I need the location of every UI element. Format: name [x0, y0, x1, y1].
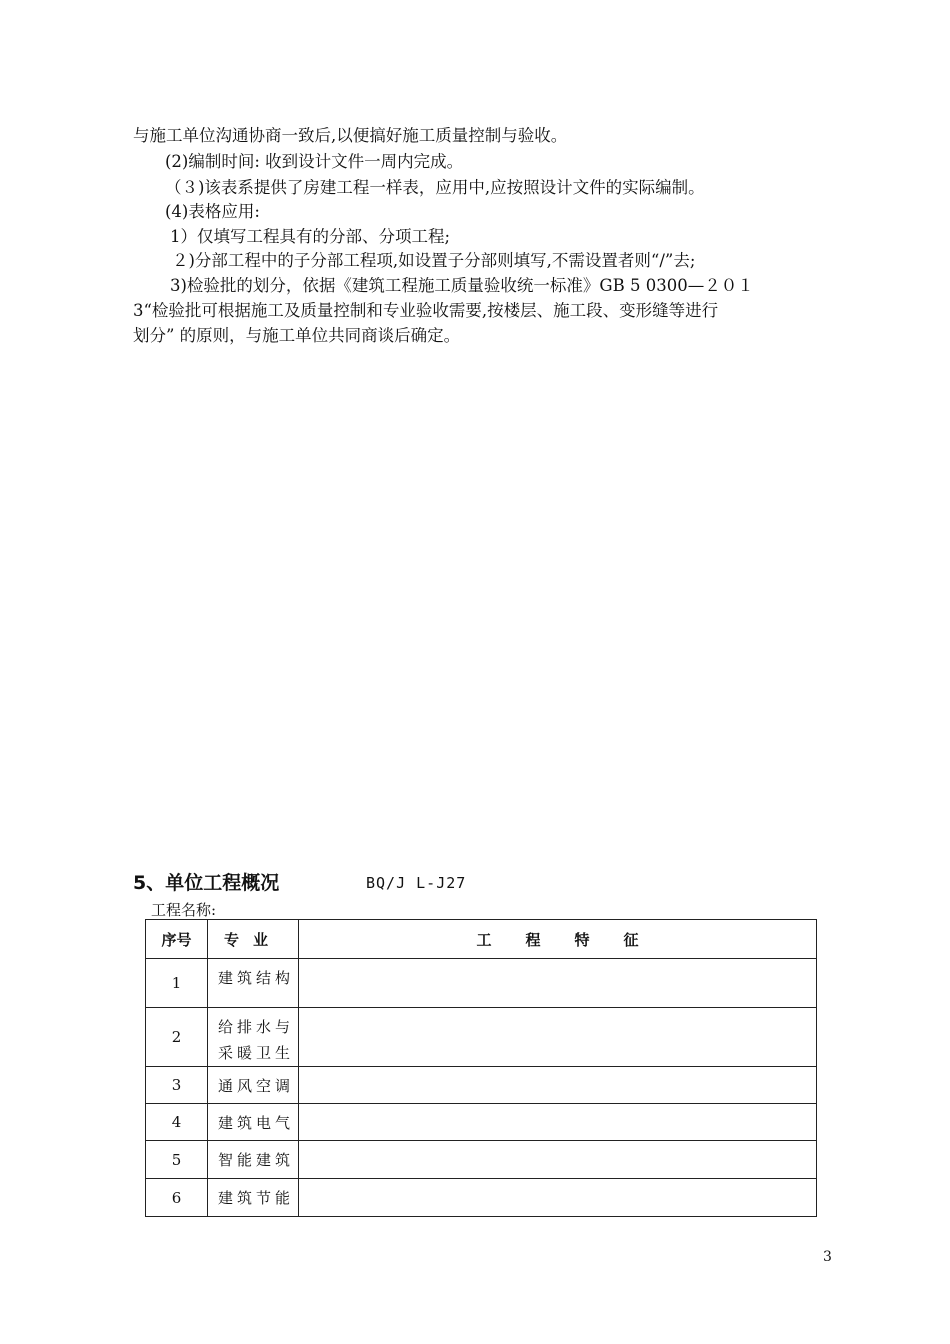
project-overview-table	[145, 919, 817, 1217]
row-feature[interactable]	[299, 1104, 817, 1141]
row-specialty	[208, 959, 299, 1008]
row-index: 1	[146, 959, 208, 1008]
table-row	[146, 1179, 817, 1217]
paragraph-line: ２)分部工程中的子分部工程项,如设置子分部则填写,不需设置者则“/”去;	[172, 251, 696, 270]
specialty-line: 建筑节能	[218, 1189, 290, 1207]
table-row	[146, 1008, 817, 1067]
row-index: 3	[146, 1067, 208, 1104]
paragraph-line: (2)编制时间: 收到设计文件一周内完成。	[165, 152, 464, 171]
specialty-line: 建筑结构	[218, 969, 290, 987]
paragraph-line: 划分” 的原则，与施工单位共同商谈后确定。	[133, 326, 461, 345]
row-feature[interactable]	[299, 1141, 817, 1179]
header-specialty: 专业	[208, 920, 299, 959]
table-row	[146, 1067, 817, 1104]
form-code: BQ/J L-J27	[366, 874, 467, 892]
specialty-line: 通风空调	[218, 1077, 290, 1095]
row-feature[interactable]	[299, 959, 817, 1008]
table-row	[146, 1141, 817, 1179]
row-specialty	[208, 1179, 299, 1217]
paragraph-line: 与施工单位沟通协商一致后,以便搞好施工质量控制与验收。	[133, 126, 568, 145]
row-index: 2	[146, 1008, 208, 1067]
project-name-label: 工程名称:	[151, 901, 217, 919]
row-specialty	[208, 1104, 299, 1141]
specialty-line: 采暖卫生	[218, 1044, 290, 1062]
paragraph-line: 1）仅填写工程具有的分部、分项工程;	[170, 227, 451, 246]
section-title: 5、单位工程概况	[133, 872, 280, 894]
specialty-line: 给排水与	[218, 1018, 290, 1036]
row-specialty	[208, 1067, 299, 1104]
row-index: 4	[146, 1104, 208, 1141]
paragraph-line: 3“检验批可根据施工及质量控制和专业验收需要,按楼层、施工段、变形缝等进行	[133, 301, 719, 320]
page-number: 3	[823, 1249, 832, 1265]
row-specialty	[208, 1141, 299, 1179]
paragraph-line: 3)检验批的划分，依据《建筑工程施工质量验收统一标准》GB 5 0300—２０１	[170, 276, 754, 295]
row-feature[interactable]	[299, 1179, 817, 1217]
table-row	[146, 959, 817, 1008]
specialty-line: 智能建筑	[218, 1151, 290, 1169]
table-header-row	[146, 920, 817, 959]
row-feature[interactable]	[299, 1008, 817, 1067]
paragraph-line: (4)表格应用:	[165, 202, 260, 221]
table-row	[146, 1104, 817, 1141]
paragraph-line: （３)该表系提供了房建工程一样表，应用中,应按照设计文件的实际编制。	[165, 178, 705, 197]
row-feature[interactable]	[299, 1067, 817, 1104]
row-specialty	[208, 1008, 299, 1067]
row-index: 6	[146, 1179, 208, 1217]
row-index: 5	[146, 1141, 208, 1179]
specialty-line: 建筑电气	[218, 1114, 290, 1132]
header-feature: 工程特征	[299, 920, 817, 959]
header-index: 序号	[146, 920, 208, 959]
